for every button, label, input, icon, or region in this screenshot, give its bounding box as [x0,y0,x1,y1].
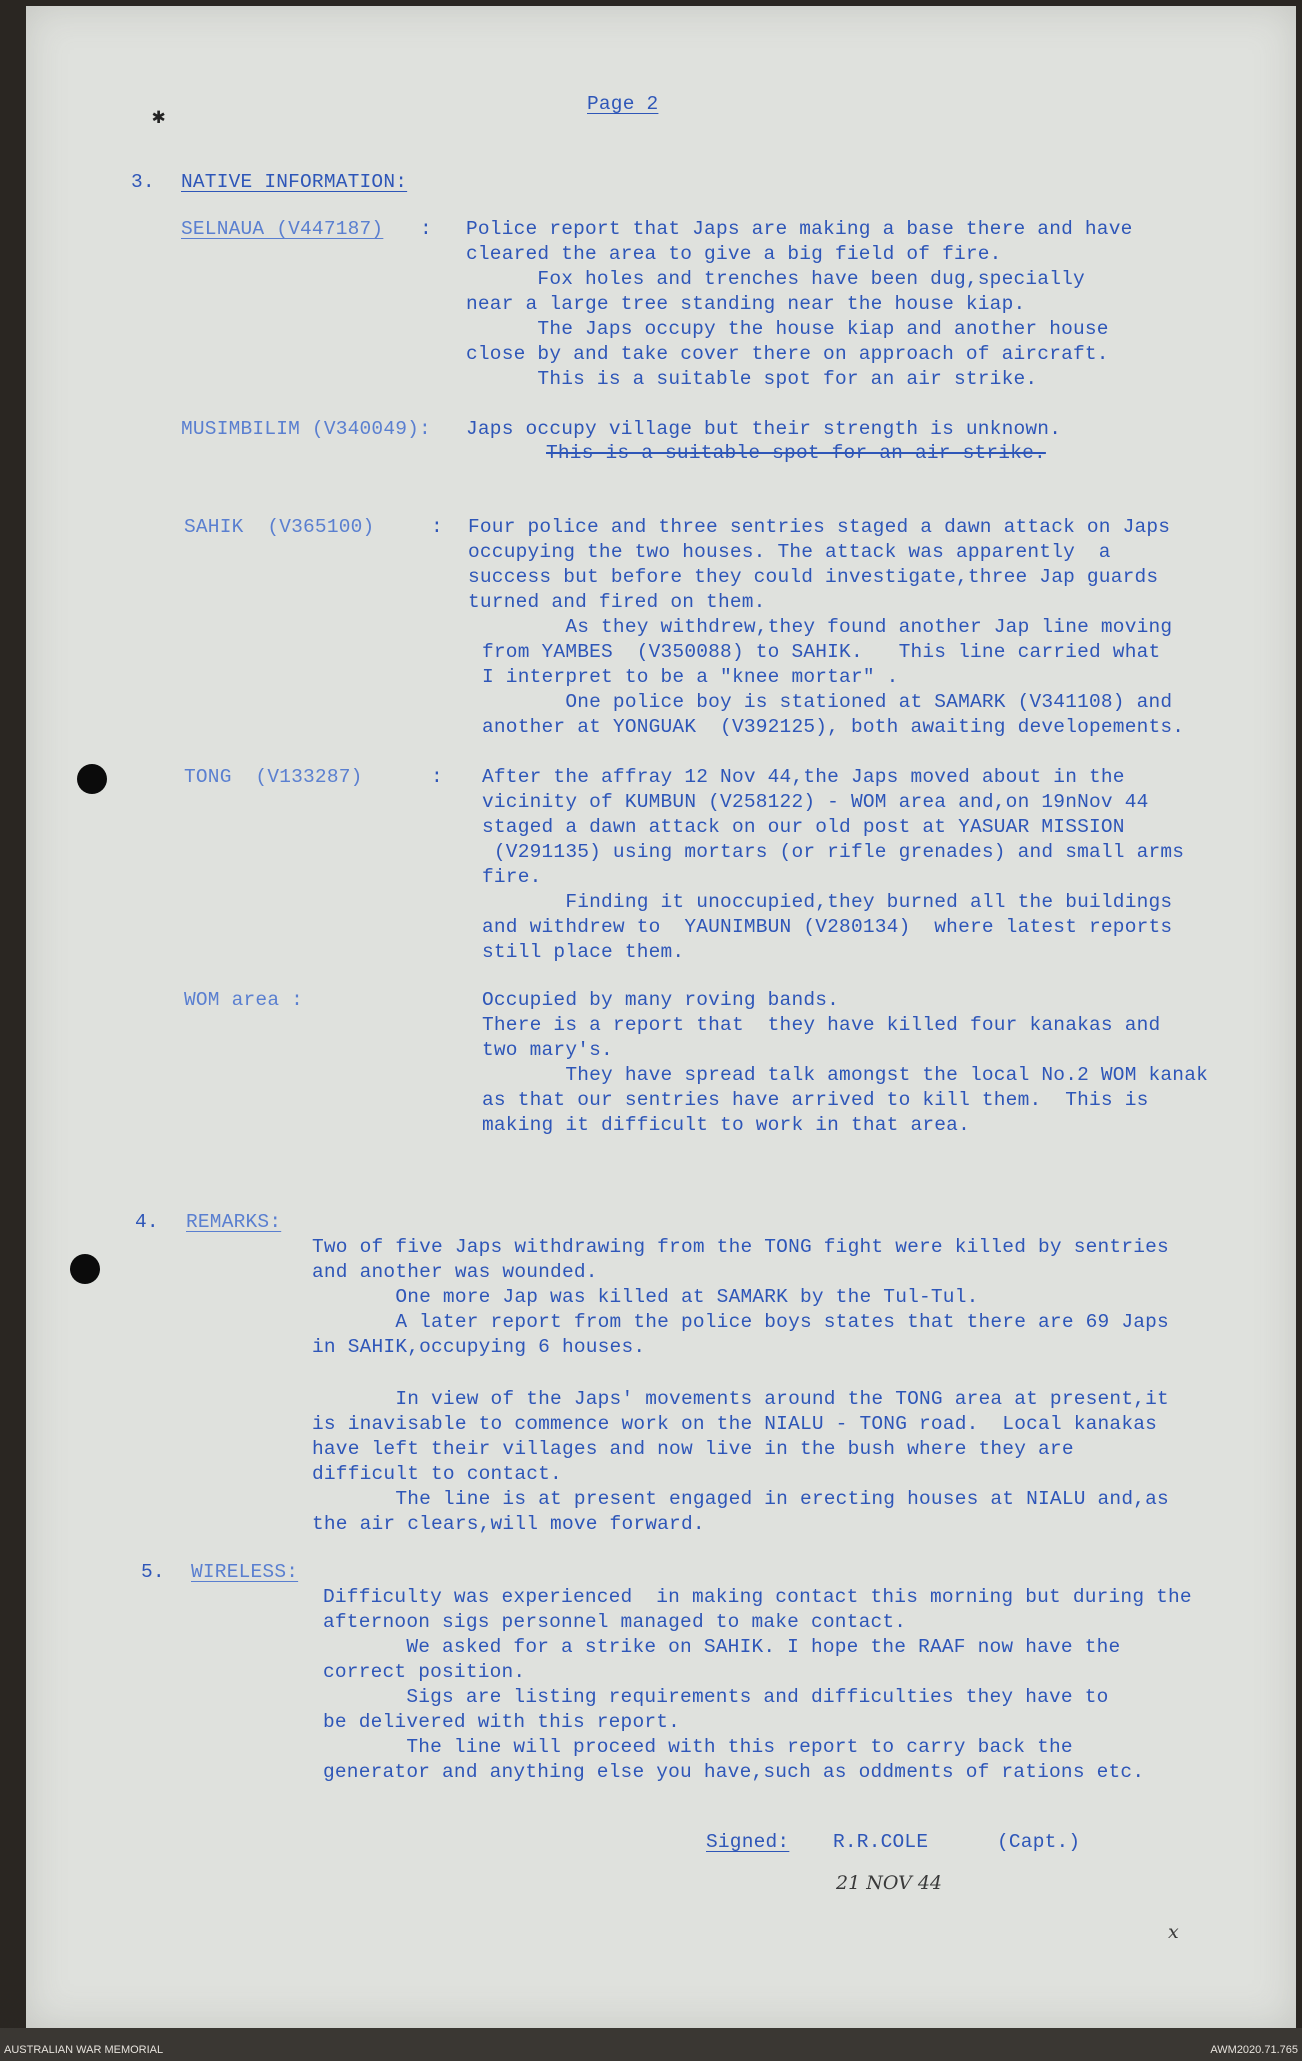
wom-line: making it difficult to work in that area. [482,1114,970,1136]
signature-label: Signed: [706,1831,790,1853]
footer-right-label: AWM2020.71.765 [1210,2044,1298,2056]
sahik-line: another at YONGUAK (V392125), both awaiting developements. [482,716,1185,738]
remarks-line: is inavisable to commence work on the NIALU - TONG road. Local kanakas [312,1413,1158,1435]
ink-blot-icon: ✱ [152,105,166,130]
place-musimbilim: MUSIMBILIM (V340049): [181,418,431,440]
punch-hole-bottom [70,1254,100,1284]
selnaua-line: The Japs occupy the house kiap and another house [466,318,1109,340]
remarks-line: in SAHIK,occupying 6 houses. [312,1336,646,1358]
remarks-line: Two of five Japs withdrawing from the TONG fight were killed by sentries [312,1236,1169,1258]
archive-footer [0,2028,1302,2061]
section-4-heading: REMARKS: [186,1211,282,1233]
tong-line: Finding it unoccupied,they burned all the buildings [482,891,1173,913]
wireless-line: afternoon sigs personnel managed to make contact. [323,1611,907,1633]
wom-line: There is a report that they have killed four kanakas and [482,1014,1161,1036]
place-tong: TONG (V133287) [184,766,363,788]
sahik-line: from YAMBES (V350088) to SAHIK. This line carried what [482,641,1161,663]
selnaua-line: Police report that Japs are making a base there and have [466,218,1133,240]
signature-rank: (Capt.) [997,1831,1081,1853]
wom-line: as that our sentries have arrived to kill them. This is [482,1089,1149,1111]
tong-line: staged a dawn attack on our old post at YASUAR MISSION [482,816,1125,838]
wireless-line: The line will proceed with this report to carry back the [323,1736,1073,1758]
footer-left-label: AUSTRALIAN WAR MEMORIAL [4,2044,164,2056]
handwritten-date: 21 NOV 44 [836,1872,943,1894]
punch-hole-top [77,764,107,794]
sahik-line: As they withdrew,they found another Jap line moving [482,616,1173,638]
place-wom-area: WOM area : [184,989,304,1011]
selnaua-line: Fox holes and trenches have been dug,specially [466,268,1085,290]
sahik-line: I interpret to be a "knee mortar" . [482,666,899,688]
wireless-line: be delivered with this report. [323,1711,681,1733]
selnaua-line: cleared the area to give a big field of fire. [466,243,1002,265]
sep-sahik: : [431,516,443,538]
section-5-number: 5. [141,1561,165,1583]
sahik-line: Four police and three sentries staged a dawn attack on Japs [468,516,1171,538]
place-selnaua: SELNAUA (V447187) [181,218,384,240]
tong-line: vicinity of KUMBUN (V258122) - WOM area and,on 19nNov 44 [482,791,1149,813]
sahik-line: One police boy is stationed at SAMARK (V341108) and [482,691,1173,713]
selnaua-line: close by and take cover there on approach of aircraft. [466,343,1109,365]
signature-name: R.R.COLE [833,1831,929,1853]
selnaua-line: near a large tree standing near the house kiap. [466,293,1026,315]
tong-line: (V291135) using mortars (or rifle grenades) and small arms [482,841,1185,863]
wireless-line: We asked for a strike on SAHIK. I hope the RAAF now have the [323,1636,1121,1658]
wom-line: two mary's. [482,1039,613,1061]
tong-line: still place them. [482,941,685,963]
wireless-line: Difficulty was experienced in making contact this morning but during the [323,1586,1192,1608]
page-label: Page 2 [587,93,659,115]
remarks-line: A later report from the police boys states that there are 69 Japs [312,1311,1169,1333]
remarks-line: and another was wounded. [312,1261,598,1283]
section-5-heading: WIRELESS: [191,1561,299,1583]
section-3-heading: NATIVE INFORMATION: [181,171,408,193]
place-sahik: SAHIK (V365100) [184,516,375,538]
remarks-line: difficult to contact. [312,1463,562,1485]
tong-line: fire. [482,866,542,888]
sahik-line: success but before they could investigate,three Jap guards [468,566,1159,588]
wireless-line: correct position. [323,1661,526,1683]
musimbilim-line: Japs occupy village but their strength is unknown. [466,418,1062,440]
wom-line: Occupied by many roving bands. [482,989,840,1011]
section-3-number: 3. [131,171,155,193]
sep-tong: : [431,766,443,788]
sahik-line: occupying the two houses. The attack was apparently a [468,541,1111,563]
section-4-number: 4. [135,1211,159,1233]
sep-selnaua: : [420,218,432,240]
selnaua-line: This is a suitable spot for an air strike. [466,368,1038,390]
remarks-line: the air clears,will move forward. [312,1513,705,1535]
wom-line: They have spread talk amongst the local No.2 WOM kanak [482,1064,1209,1086]
remarks-line: The line is at present engaged in erecting houses at NIALU and,as [312,1488,1169,1510]
handwritten-mark: x [1168,1921,1179,1943]
tong-line: and withdrew to YAUNIMBUN (V280134) where latest reports [482,916,1173,938]
wireless-line: Sigs are listing requirements and difficulties they have to [323,1686,1109,1708]
sahik-line: turned and fired on them. [468,591,766,613]
musimbilim-struck-line: This is a suitable spot for an air strike. [546,442,1046,464]
remarks-line: have left their villages and now live in the bush where they are [312,1438,1074,1460]
wireless-line: generator and anything else you have,such as oddments of rations etc. [323,1761,1145,1783]
tong-line: After the affray 12 Nov 44,the Japs moved about in the [482,766,1125,788]
remarks-line: One more Jap was killed at SAMARK by the Tul-Tul. [312,1286,979,1308]
remarks-line: In view of the Japs' movements around the TONG area at present,it [312,1388,1169,1410]
